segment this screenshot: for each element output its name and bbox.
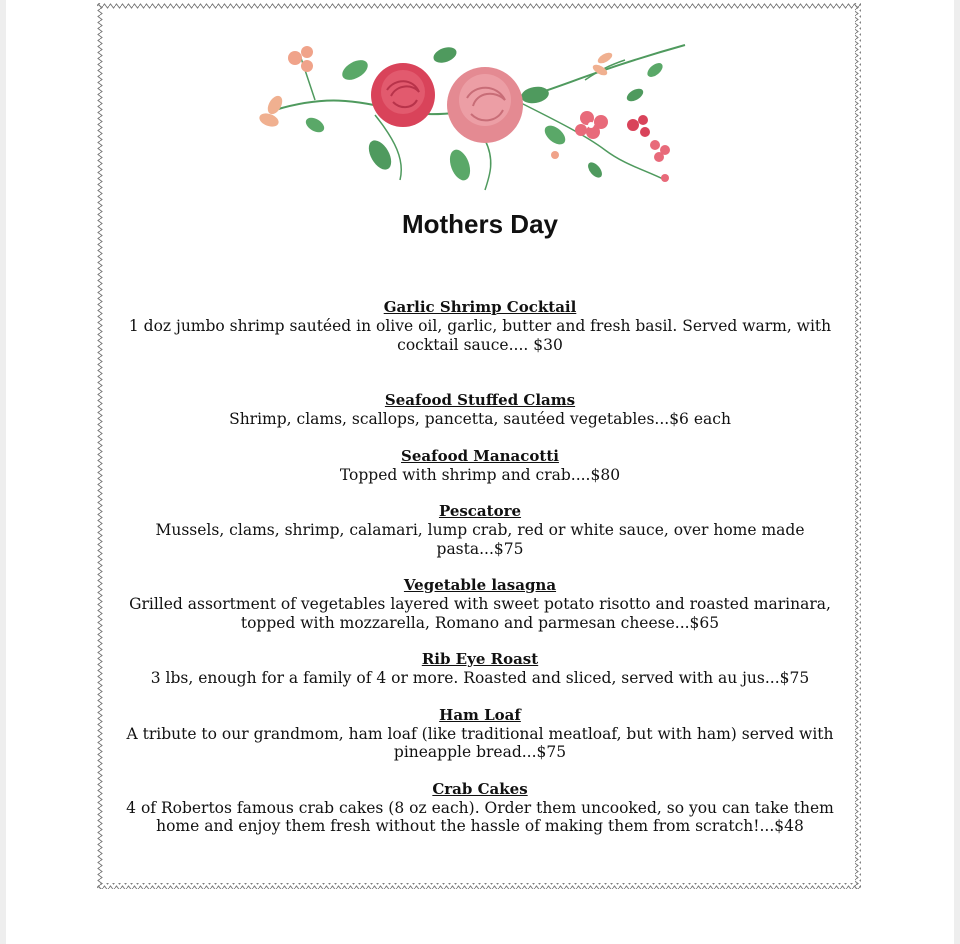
floral-decoration [255, 40, 695, 200]
menu-item-seafood-manacotti [118, 447, 842, 485]
menu-item-name: Garlic Shrimp Cocktail [383, 298, 577, 316]
menu-item-name: Vegetable lasagna [403, 576, 557, 594]
menu-item-seafood-stuffed-clams [118, 391, 842, 429]
menu-item-description: 1 doz jumbo shrimp sautéed in olive oil, garlic, butter and fresh basil. Served warm, with cocktail sauce.... $30 [128, 317, 832, 354]
menu-item-description: Topped with shrimp and crab....$80 [339, 465, 621, 484]
menu-item-description: 3 lbs, enough for a family of 4 or more. Roasted and sliced, served with au jus...$75 [150, 669, 810, 687]
menu-item-rib-eye-roast [118, 650, 842, 688]
menu-list [118, 298, 842, 836]
page-title: Mothers Day [401, 209, 559, 239]
menu-item-description: A tribute to our grandmom, ham loaf (like traditional meatloaf, but with ham) served with pineapple bread...$75 [126, 724, 834, 761]
menu-item-name: Seafood Stuffed Clams [384, 391, 576, 409]
menu-item-pescatore [118, 502, 842, 558]
menu-item-garlic-shrimp-cocktail [118, 298, 842, 354]
menu-item-ham-loaf [118, 706, 842, 762]
menu-item-name: Rib Eye Roast [421, 650, 539, 668]
menu-item-description: Grilled assortment of vegetables layered with sweet potato risotto and roasted marinara, topped with mozzarella, Romano and parmesan cheese...$65 [129, 595, 831, 632]
menu-item-description: Mussels, clams, shrimp, calamari, lump crab, red or white sauce, over home made pasta...$75 [155, 521, 805, 558]
menu-item-name: Pescatore [438, 502, 522, 520]
menu-item-description: Shrimp, clams, scallops, pancetta, sautéed vegetables...$6 each [229, 410, 731, 428]
menu-item-description: 4 of Robertos famous crab cakes (8 oz each). Order them uncooked, so you can take them home and enjoy them fresh without the hassle of making them from scratch!...$48 [126, 798, 834, 835]
menu-item-crab-cakes [118, 780, 842, 836]
menu-item-vegetable-lasagna [118, 576, 842, 632]
menu-item-name: Crab Cakes [432, 779, 528, 798]
menu-item-name: Ham Loaf [439, 705, 521, 724]
menu-item-name: Seafood Manacotti [401, 446, 559, 465]
